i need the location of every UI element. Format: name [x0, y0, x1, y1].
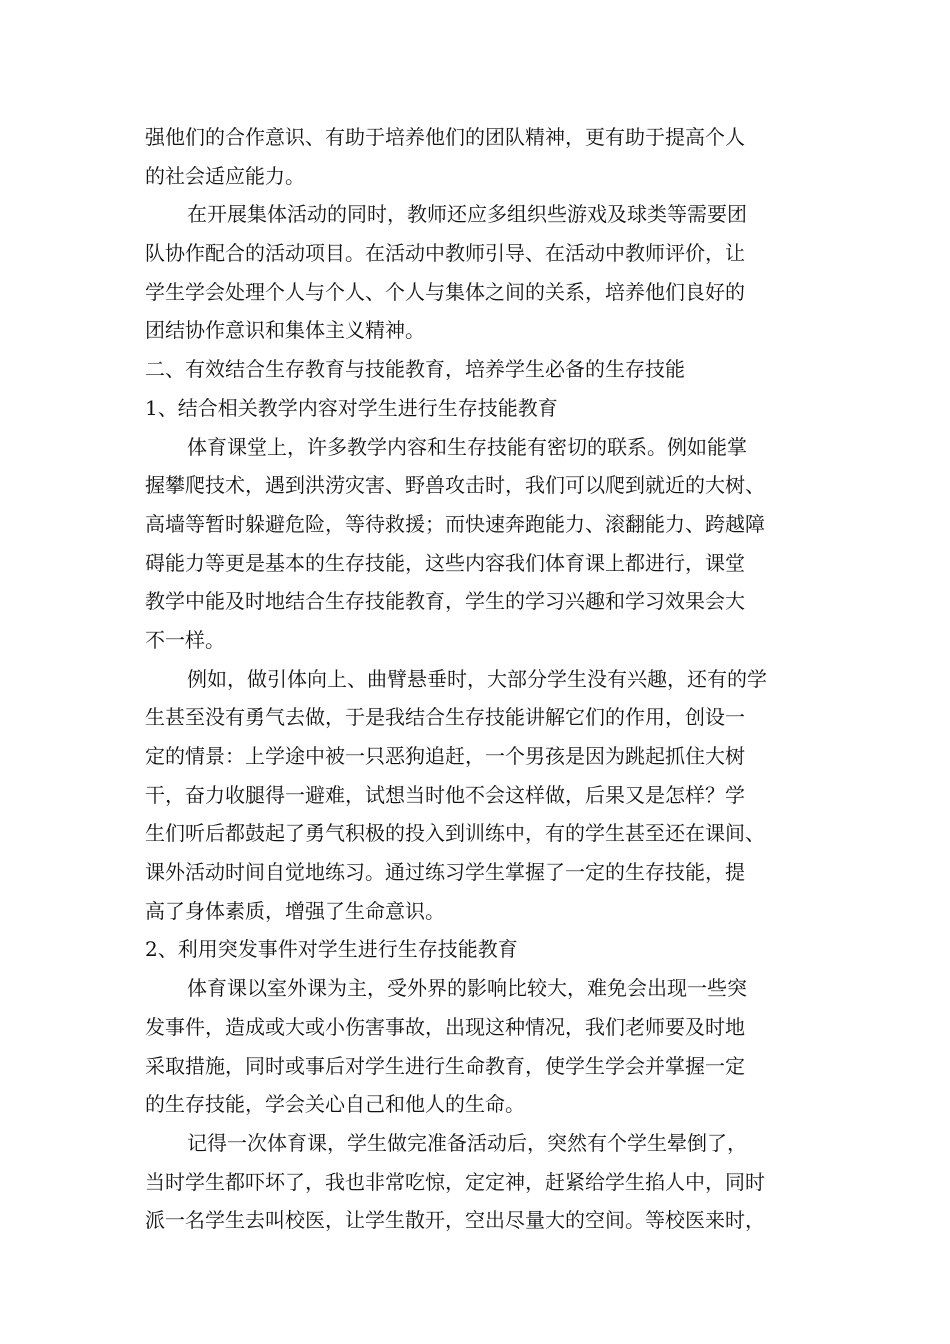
body-text-line: 握攀爬技术，遇到洪涝灾害、野兽攻击时，我们可以爬到就近的大树、: [145, 473, 765, 498]
subsection-heading: 2、利用突发事件对学生进行生存技能教育: [145, 937, 518, 962]
body-text-line: 的社会适应能力。: [145, 163, 305, 188]
section-heading: 二、有效结合生存教育与技能教育，培养学生必备的生存技能: [145, 357, 685, 382]
paragraph-first-line: 例如，做引体向上、曲臂悬垂时，大部分学生没有兴趣，还有的学: [187, 666, 767, 691]
body-text-line: 强他们的合作意识、有助于培养他们的团队精神，更有助于提高个人: [145, 125, 745, 149]
body-text-line: 发事件，造成或大或小伤害事故，出现这种情况，我们老师要及时地: [145, 1014, 745, 1039]
paragraph-first-line: 记得一次体育课，学生做完准备活动后，突然有个学生晕倒了，: [187, 1130, 747, 1155]
body-text-line: 教学中能及时地结合生存技能教育，学生的学习兴趣和学习效果会大: [145, 589, 745, 614]
body-text-line: 碍能力等更是基本的生存技能，这些内容我们体育课上都进行，课堂: [145, 550, 745, 575]
paragraph-first-line: 体育课堂上，许多教学内容和生存技能有密切的联系。例如能掌: [187, 434, 747, 459]
body-text-line: 生们听后都鼓起了勇气积极的投入到训练中，有的学生甚至还在课间、: [145, 821, 765, 846]
body-text-line: 生甚至没有勇气去做，于是我结合生存技能讲解它们的作用，创设一: [145, 705, 745, 730]
body-text-line: 不一样。: [145, 627, 225, 652]
body-text-line: 派一名学生去叫校医，让学生散开，空出尽量大的空间。等校医来时，: [145, 1208, 765, 1233]
body-text-line: 干，奋力收腿得一避难，试想当时他不会这样做，后果又是怎样？学: [145, 782, 745, 807]
body-text-line: 学生学会处理个人与个人、个人与集体之间的关系，培养他们良好的: [145, 279, 745, 304]
paragraph-first-line: 在开展集体活动的同时，教师还应多组织些游戏及球类等需要团: [187, 202, 747, 227]
body-text-line: 采取措施，同时或事后对学生进行生命教育，使学生学会并掌握一定: [145, 1053, 745, 1078]
body-text-line: 定的情景：上学途中被一只恶狗追赶，一个男孩是因为跳起抓住大树: [145, 744, 745, 768]
body-text-line: 当时学生都吓坏了，我也非常吃惊，定定神，赶紧给学生掐人中，同时: [145, 1169, 765, 1194]
body-text-line: 高墙等暂时躲避危险，等待救援；而快速奔跑能力、滚翻能力、跨越障: [145, 511, 765, 536]
body-text-line: 队协作配合的活动项目。在活动中教师引导、在活动中教师评价，让: [145, 241, 745, 266]
body-text-line: 团结协作意识和集体主义精神。: [145, 318, 425, 343]
subsection-heading: 1、结合相关教学内容对学生进行生存技能教育: [145, 395, 558, 420]
body-text-line: 的生存技能，学会关心自己和他人的生命。: [145, 1092, 525, 1117]
body-text-line: 课外活动时间自觉地练习。通过练习学生掌握了一定的生存技能，提: [145, 860, 745, 885]
paragraph-first-line: 体育课以室外课为主，受外界的影响比较大，难免会出现一些突: [187, 976, 747, 1001]
body-text-line: 高了身体素质，增强了生命意识。: [145, 898, 445, 923]
